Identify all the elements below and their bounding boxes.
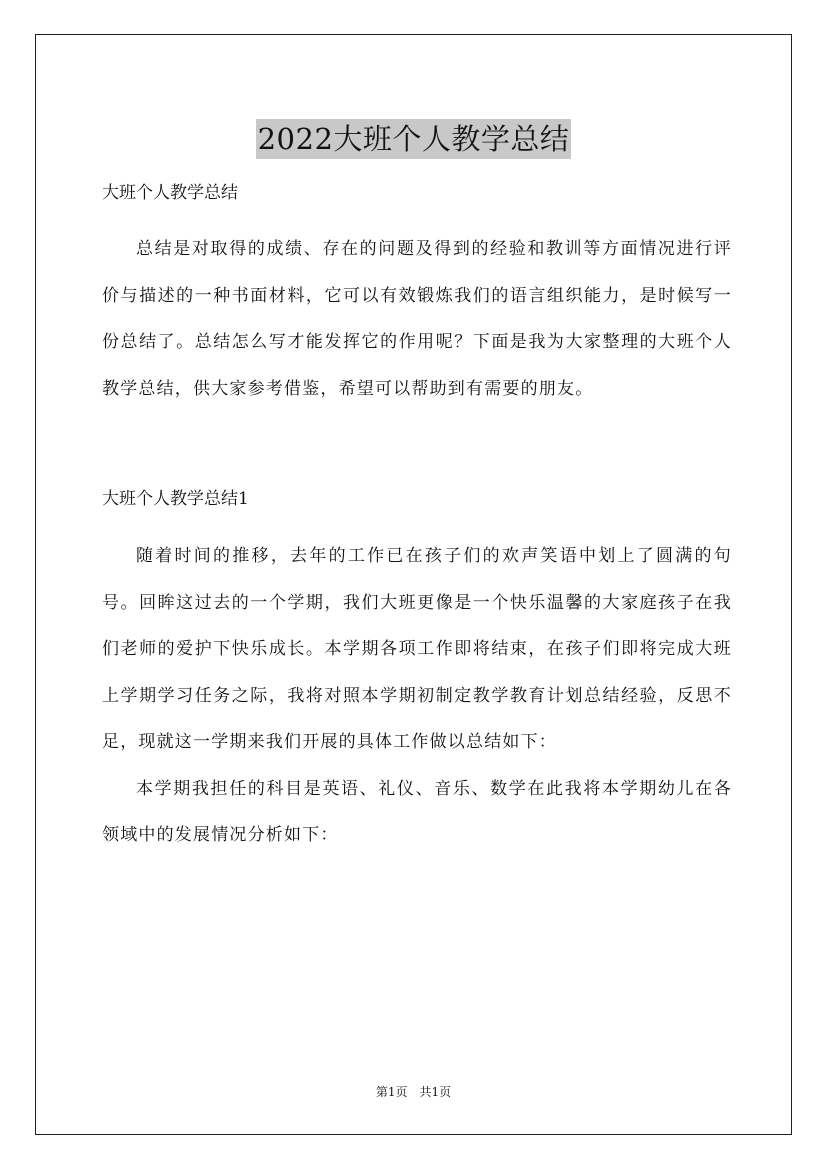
page-footer <box>0 1083 827 1100</box>
document-body <box>102 170 732 859</box>
section-paragraph: 本学期我担任的科目是英语、礼仪、音乐、数学在此我将本学期幼儿在各领域中的发展情况分析如下： <box>102 778 732 845</box>
page-number: 第1页 <box>375 1085 408 1099</box>
document-subtitle: 大班个人教学总结 <box>102 183 238 203</box>
intro-paragraph: 总结是对取得的成绩、存在的问题及得到的经验和教训等方面情况进行评价与描述的一种书面材料，它可以有效锻炼我们的语言组织能力，是时候写一份总结了。总结怎么写才能发挥它的作用呢？下面是我为大家整理的大班个人教学总结，供大家参考借鉴，希望可以帮助到有需要的朋友。 <box>102 239 732 399</box>
page-count: 共1页 <box>419 1085 452 1099</box>
section-heading: 大班个人教学总结1 <box>102 489 249 509</box>
title-area <box>0 100 827 179</box>
document-title: 2022大班个人教学总结 <box>256 119 572 159</box>
section-paragraph: 随着时间的推移，去年的工作已在孩子们的欢声笑语中划上了圆满的句号。回眸这过去的一个学期，我们大班更像是一个快乐温馨的大家庭孩子在我们老师的爱护下快乐成长。本学期各项工作即将结束，在孩子们即将完成大班上学期学习任务之际，我将对照本学期初制定教学教育计划总结经验，反思不足，现就这一学期来我们开展的具体工作做以总结如下： <box>102 546 732 752</box>
